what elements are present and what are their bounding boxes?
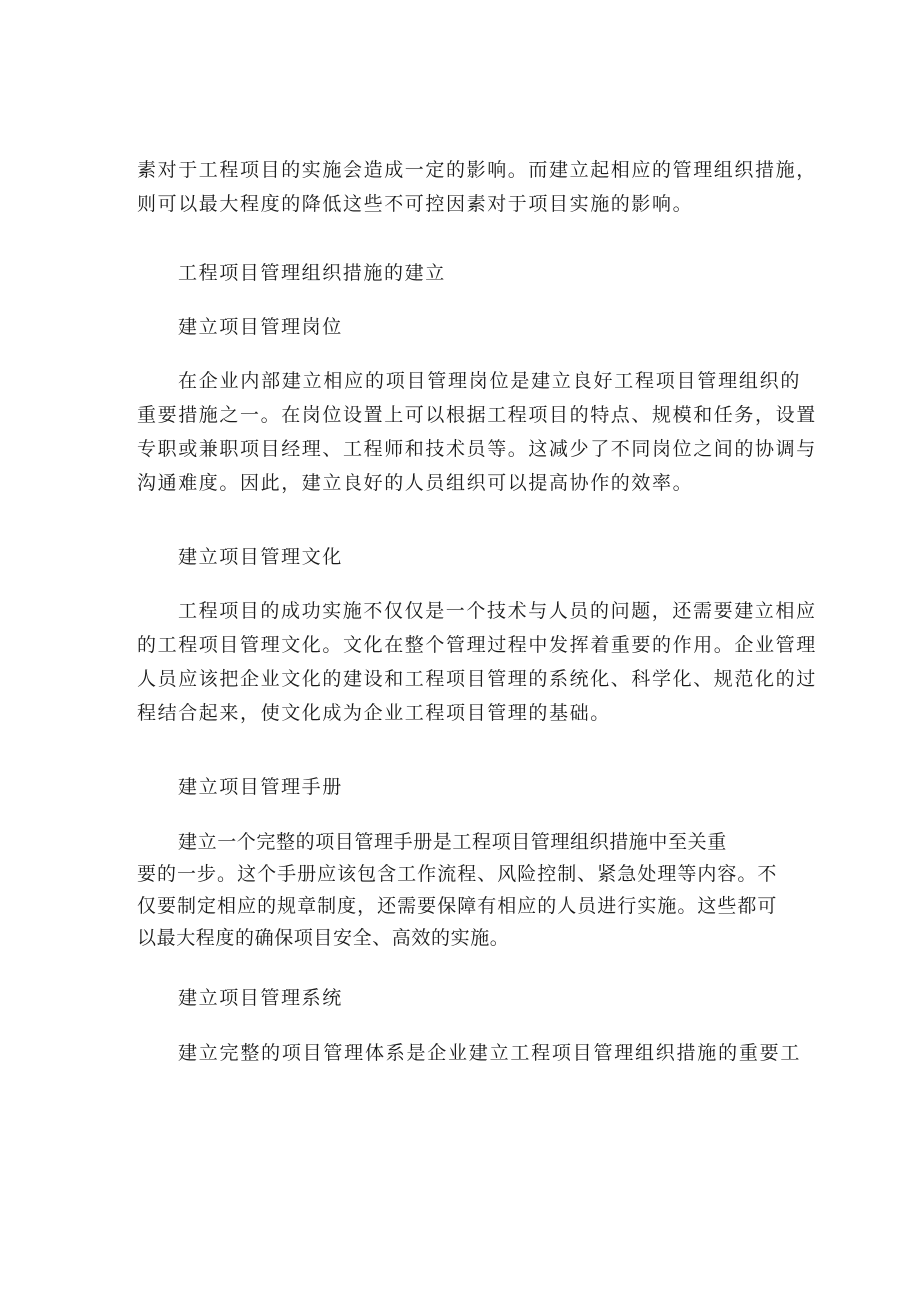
subheading-management-system: 建立项目管理系统 [178, 987, 343, 1009]
text-line: 建立一个完整的项目管理手册是工程项目管理组织措施中至关重 [178, 831, 727, 853]
text-line: 人员应该把企业文化的建设和工程项目管理的系统化、科学化、规范化的过 [137, 668, 817, 690]
text-line: 的工程项目管理文化。文化在整个管理过程中发挥着重要的作用。企业管理 [137, 634, 817, 656]
text-line: 工程项目的成功实施不仅仅是一个技术与人员的问题，还需要建立相应 [178, 600, 817, 622]
text-line: 仅要制定相应的规章制度，还需要保障有相应的人员进行实施。这些都可 [137, 895, 777, 917]
text-line: 程结合起来，使文化成为企业工程项目管理的基础。 [137, 702, 611, 724]
subheading-management-positions: 建立项目管理岗位 [178, 316, 343, 338]
paragraph-intro-continued [137, 153, 817, 221]
paragraph-management-culture [137, 594, 817, 730]
paragraph-management-positions [137, 364, 817, 500]
section-heading-main: 工程项目管理组织措施的建立 [178, 262, 446, 284]
text-line: 则可以最大程度的降低这些不可控因素对于项目实施的影响。 [137, 193, 694, 215]
paragraph-management-system [137, 1036, 801, 1070]
text-line: 建立完整的项目管理体系是企业建立工程项目管理组织措施的重要工 [178, 1042, 801, 1064]
subheading-management-manual: 建立项目管理手册 [178, 776, 343, 798]
text-line: 素对于工程项目的实施会造成一定的影响。而建立起相应的管理组织措施， [137, 159, 817, 181]
text-line: 专职或兼职项目经理、工程师和技术员等。这减少了不同岗位之间的协调与 [137, 438, 817, 460]
paragraph-management-manual [137, 826, 777, 954]
text-line: 沟通难度。因此，建立良好的人员组织可以提高协作的效率。 [137, 472, 694, 494]
text-line: 在企业内部建立相应的项目管理岗位是建立良好工程项目管理组织的 [178, 370, 801, 392]
text-line: 要的一步。这个手册应该包含工作流程、风险控制、紧急处理等内容。不 [137, 863, 777, 885]
text-line: 重要措施之一。在岗位设置上可以根据工程项目的特点、规模和任务，设置 [137, 404, 817, 426]
text-line: 以最大程度的确保项目安全、高效的实施。 [137, 927, 510, 949]
subheading-management-culture: 建立项目管理文化 [178, 546, 343, 568]
